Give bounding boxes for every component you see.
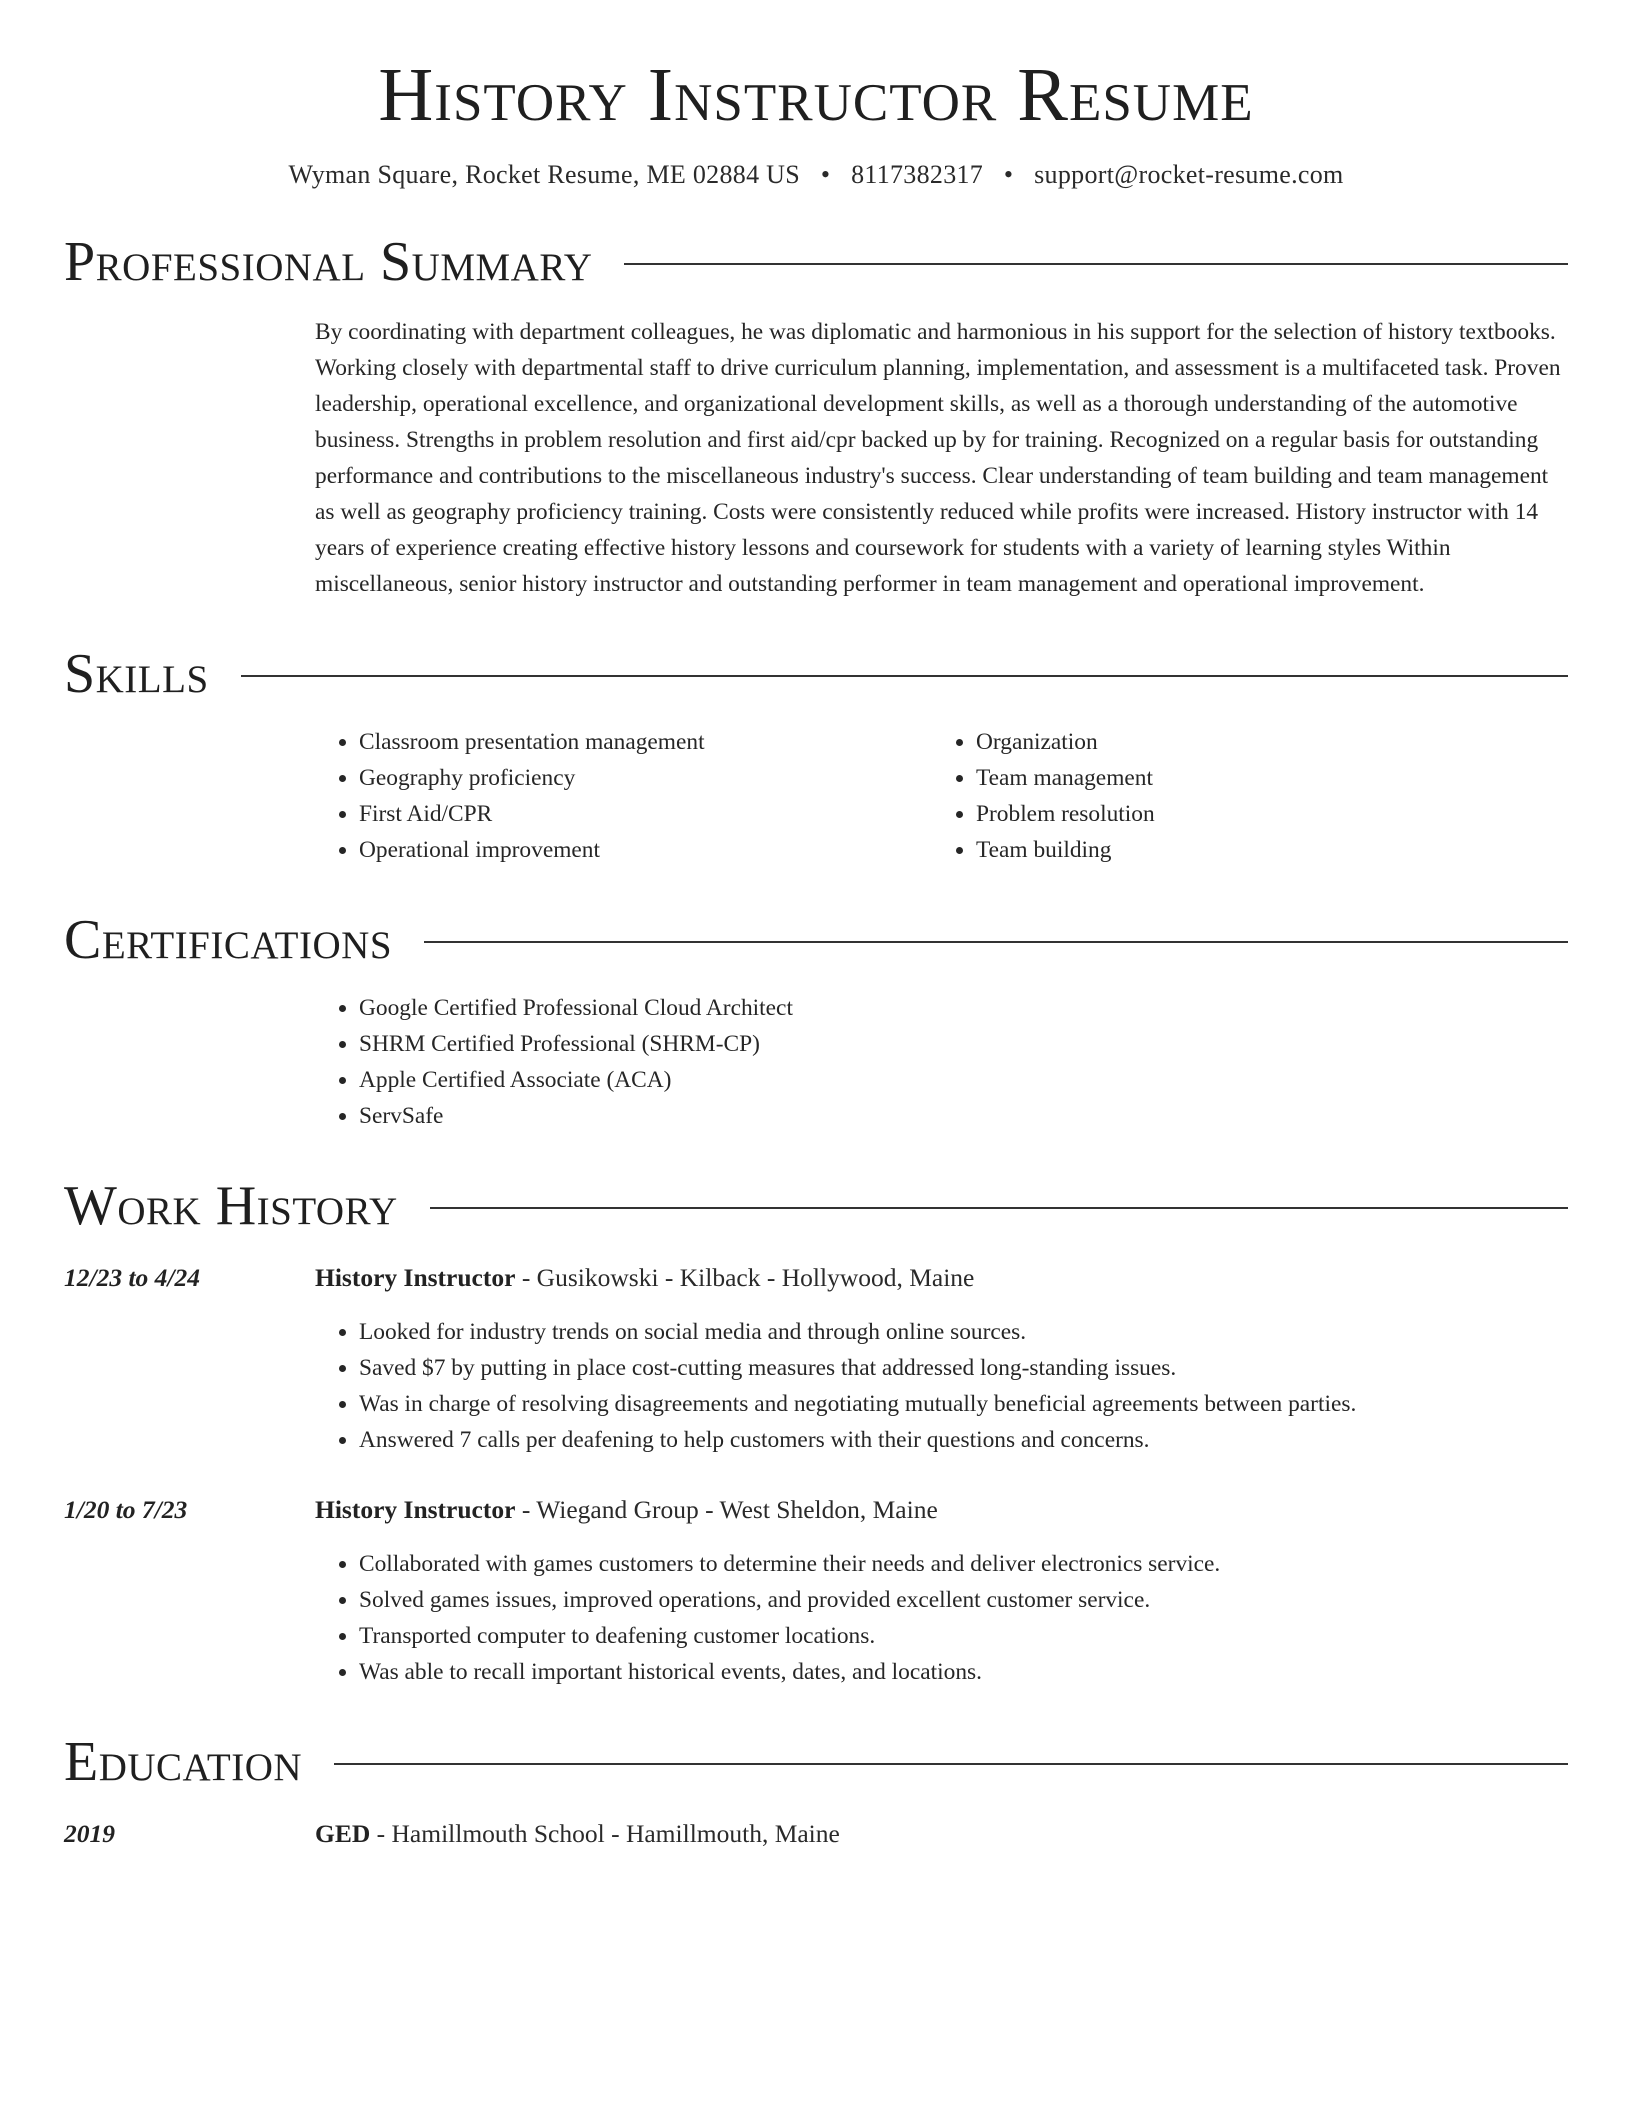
- job-entry: [64, 1260, 1568, 1458]
- skill-item: • Classroom presentation management: [359, 724, 932, 760]
- job-bullet: • Was able to recall important historical events, dates, and locations.: [359, 1654, 1568, 1690]
- certification-item: • Google Certified Professional Cloud Architect: [359, 990, 1568, 1026]
- skill-item: • Operational improvement: [359, 832, 932, 868]
- job-header: [64, 1260, 1568, 1296]
- job-bullets: [315, 1314, 1568, 1458]
- contact-separator: •: [1003, 159, 1014, 189]
- summary-heading: Professional Summary: [64, 230, 593, 293]
- education-section: [64, 1730, 1568, 1852]
- education-degree: GED: [315, 1818, 371, 1848]
- certifications-header: [64, 908, 1568, 972]
- skills-section: [64, 642, 1568, 868]
- skills-column-right: [932, 724, 1549, 868]
- work-history-heading: Work History: [64, 1174, 398, 1237]
- job-bullet: • Transported computer to deafening customer locations.: [359, 1618, 1568, 1654]
- job-header: [64, 1492, 1568, 1528]
- summary-text: By coordinating with department colleagues, he was diplomatic and harmonious in his support for the selection of history textbooks. Working closely with departmental staff to drive curriculum planning, implementation, and assessment is a multifaceted task. Proven leadership, operational excellence, and organizational development skills, as well as a thorough understanding of the automotive business. Strengths in problem resolution and first aid/cpr backed up by for training. Recognized on a regular basis for outstanding performance and contributions to the miscellaneous industry's success. Clear understanding of team building and team management as well as geography proficiency training. Costs were consistently reduced while profits were increased. History instructor with 14 years of experience creating effective history lessons and coursework for students with a variety of learning styles Within miscellaneous, senior history instructor and outstanding performer in team management and operational improvement.: [315, 318, 1561, 597]
- summary-section: [64, 230, 1568, 602]
- contact-separator: •: [820, 159, 831, 189]
- job-employer-location: - Gusikowski - Kilback - Hollywood, Maine: [515, 1262, 975, 1292]
- job-dates: 1/20 to 7/23: [64, 1494, 188, 1524]
- education-row: [64, 1816, 1568, 1852]
- job-bullet: • Collaborated with games customers to determine their needs and deliver electronics service.: [359, 1546, 1568, 1582]
- section-divider: [624, 263, 1568, 265]
- contact-address: Wyman Square, Rocket Resume, ME 02884 US: [288, 159, 801, 189]
- contact-line: [64, 160, 1568, 190]
- job-bullets: [315, 1546, 1568, 1690]
- certification-item: • SHRM Certified Professional (SHRM-CP): [359, 1026, 1568, 1062]
- certification-item: • Apple Certified Associate (ACA): [359, 1062, 1568, 1098]
- skill-item: • First Aid/CPR: [359, 796, 932, 832]
- certification-item: • ServSafe: [359, 1098, 1568, 1134]
- skills-column-left: [315, 724, 932, 868]
- contact-email: support@rocket-resume.com: [1034, 159, 1344, 189]
- job-title: History Instructor: [315, 1262, 516, 1292]
- job-title: History Instructor: [315, 1494, 516, 1524]
- education-year: 2019: [64, 1818, 115, 1848]
- section-divider: [424, 941, 1568, 943]
- certifications-heading: Certifications: [64, 908, 393, 971]
- job-bullet: • Saved $7 by putting in place cost-cutting measures that addressed long-standing issues.: [359, 1350, 1568, 1386]
- job-entry: [64, 1492, 1568, 1690]
- education-header: [64, 1730, 1568, 1794]
- job-bullet: • Was in charge of resolving disagreements and negotiating mutually beneficial agreements between parties.: [359, 1386, 1568, 1422]
- skills-header: [64, 642, 1568, 706]
- skill-item: • Geography proficiency: [359, 760, 932, 796]
- section-divider: [430, 1207, 1568, 1209]
- skills-heading: Skills: [64, 642, 209, 705]
- section-divider: [334, 1763, 1568, 1765]
- summary-header: [64, 230, 1568, 294]
- section-divider: [241, 675, 1568, 677]
- job-heading: [315, 1260, 974, 1296]
- contact-phone: 8117382317: [851, 159, 984, 189]
- resume-title: History Instructor Resume: [378, 53, 1254, 137]
- education-heading-line: [315, 1816, 840, 1852]
- skill-item: • Team management: [976, 760, 1549, 796]
- work-history-section: [64, 1174, 1568, 1690]
- job-employer-location: - Wiegand Group - West Sheldon, Maine: [515, 1494, 938, 1524]
- education-school-location: - Hamillmouth School - Hamillmouth, Maine: [370, 1818, 840, 1848]
- job-dates: 12/23 to 4/24: [64, 1262, 201, 1292]
- job-bullet: • Looked for industry trends on social media and through online sources.: [359, 1314, 1568, 1350]
- skills-grid: [315, 724, 1568, 868]
- certifications-list: [315, 990, 1568, 1134]
- skill-item: • Problem resolution: [976, 796, 1549, 832]
- job-heading: [315, 1492, 938, 1528]
- education-entry: [64, 1816, 1568, 1852]
- skill-item: • Team building: [976, 832, 1549, 868]
- work-history-header: [64, 1174, 1568, 1238]
- skill-item: • Organization: [976, 724, 1549, 760]
- certifications-section: [64, 908, 1568, 1134]
- job-bullet: • Solved games issues, improved operations, and provided excellent customer service.: [359, 1582, 1568, 1618]
- education-heading: Education: [64, 1730, 303, 1793]
- job-bullet: • Answered 7 calls per deafening to help customers with their questions and concerns.: [359, 1422, 1568, 1458]
